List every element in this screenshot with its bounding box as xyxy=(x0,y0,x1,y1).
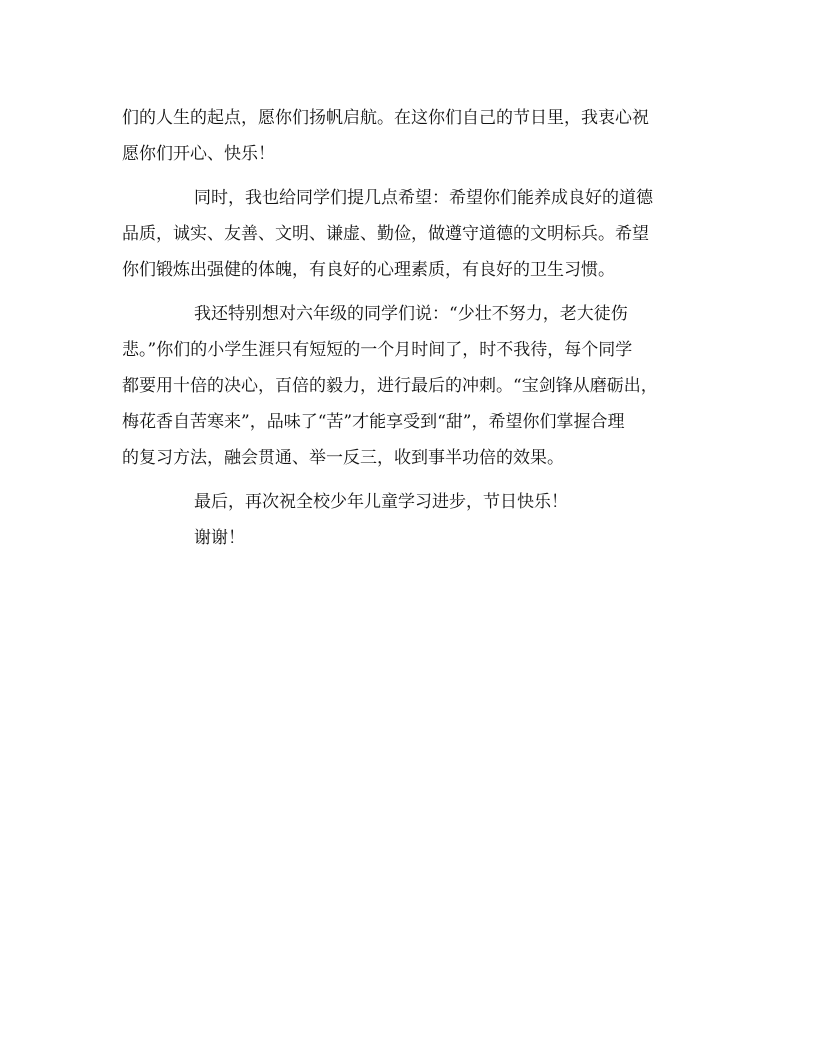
paragraph-line-5: 你们锻炼出强健的体魄，有良好的心理素质，有良好的卫生习惯。 xyxy=(122,260,615,280)
thanks-line: 谢谢！ xyxy=(194,528,245,548)
paragraph-line-8: 都要用十倍的决心，百倍的毅力，进行最后的冲刺。“宝剑锋从磨砺出， xyxy=(122,376,658,396)
paragraph-line-6: 我还特别想对六年级的同学们说：“少壮不努力，老大徒伤 xyxy=(194,304,628,324)
paragraph-line-7: 悲。”你们的小学生涯只有短短的一个月时间了，时不我待，每个同学 xyxy=(122,340,633,360)
document-body xyxy=(122,100,696,556)
paragraph-line-2: 愿你们开心、快乐！ xyxy=(122,144,275,164)
paragraph-line-10: 的复习方法，融会贯通、举一反三，收到事半功倍的效果。 xyxy=(122,448,564,468)
paragraph-line-9: 梅花香自苦寒来”，品味了“苦”才能享受到“甜”，希望你们掌握合理 xyxy=(122,412,625,432)
paragraph-line-4: 品质，诚实、友善、文明、谦虚、勤俭，做遵守道德的文明标兵。希望 xyxy=(122,224,649,244)
paragraph-line-1: 们的人生的起点，愿你们扬帆启航。在这你们自己的节日里，我衷心祝 xyxy=(122,108,649,128)
paragraph-line-3: 同时，我也给同学们提几点希望：希望你们能养成良好的道德 xyxy=(194,188,653,208)
closing-line: 最后，再次祝全校少年儿童学习进步，节日快乐！ xyxy=(194,492,568,512)
